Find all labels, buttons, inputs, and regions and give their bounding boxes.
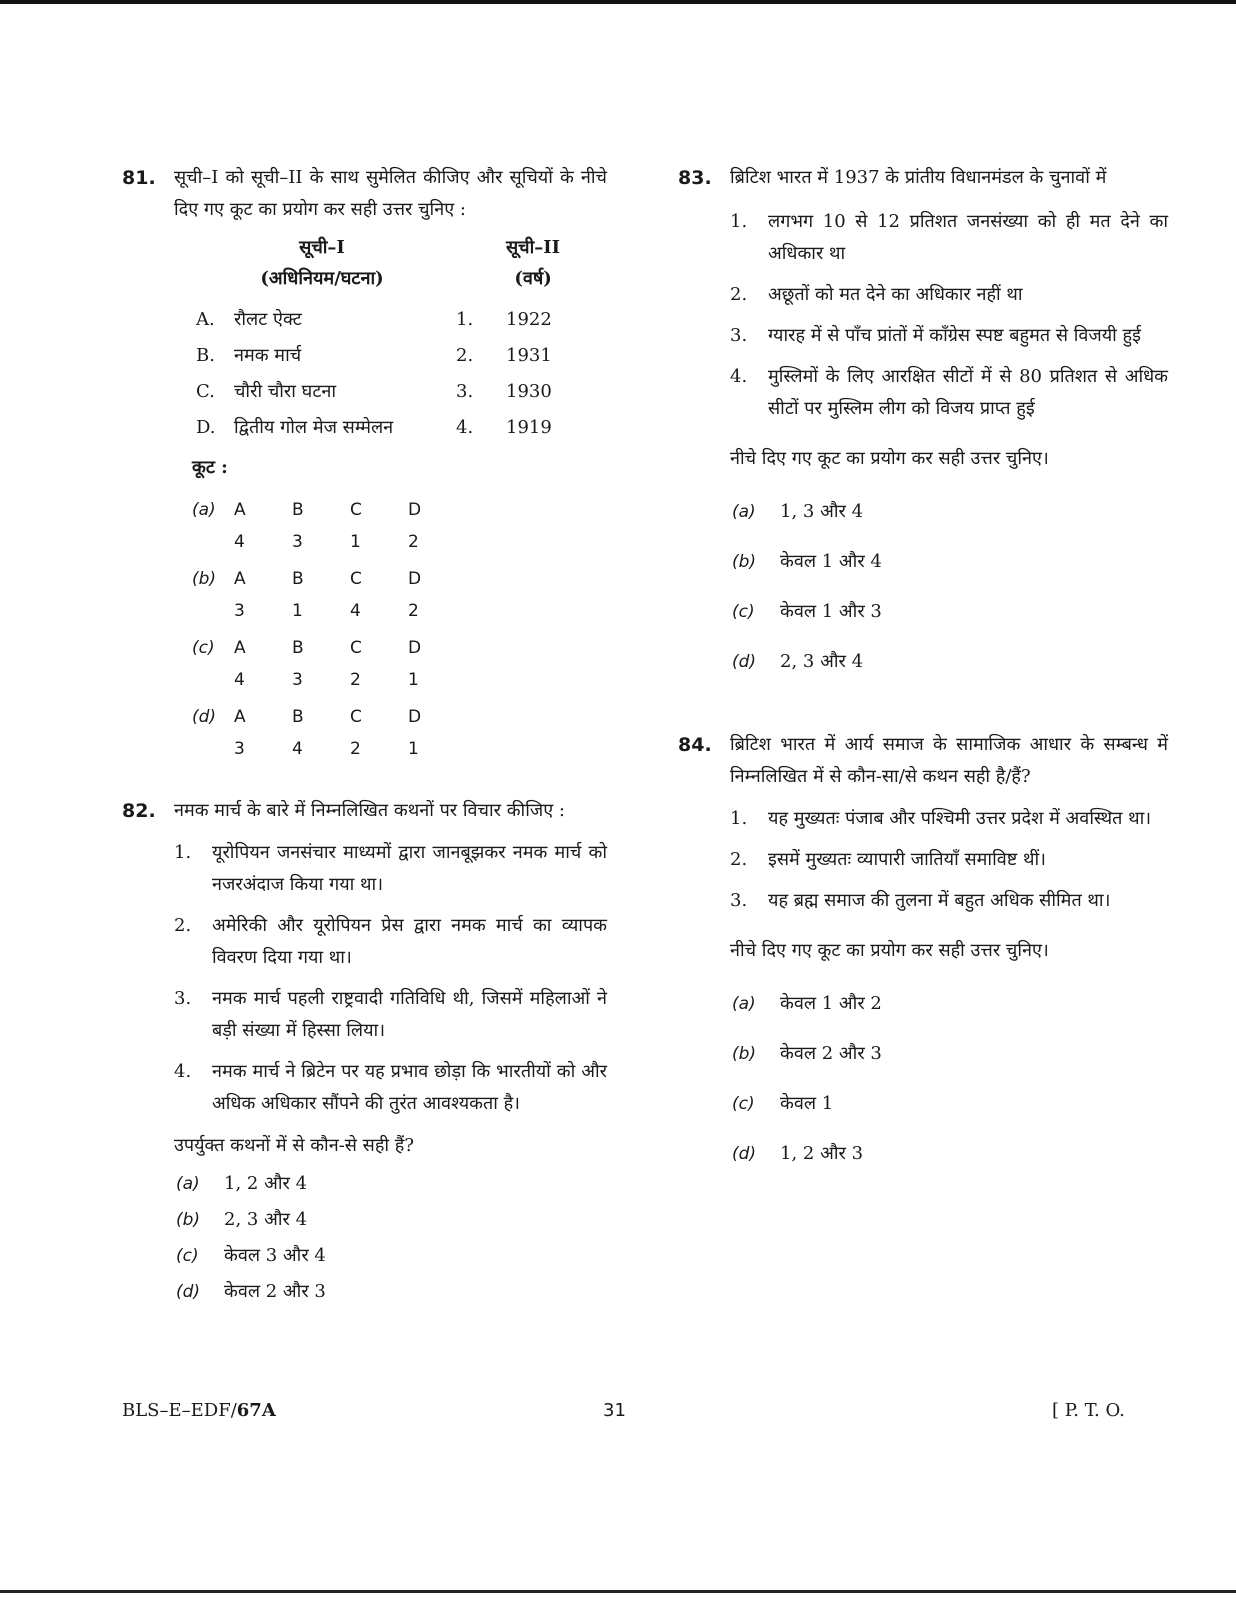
list1-heading: सूची–I (299, 237, 345, 258)
statement: 4. मुस्लिमों के लिए आरक्षित सीटों में से 80 प्रतिशत से अधिक सीटों पर मुस्लिम लीग को विजय प्राप्त हुई (730, 366, 1168, 419)
statement: 2. अमेरिकी और यूरोपियन प्रेस द्वारा नमक मार्च का व्यापक विवरण दिया गया था। (174, 915, 607, 968)
question-number: 84. (678, 734, 712, 756)
booklet-code: BLS–E–EDF/67A (122, 1400, 276, 1421)
match-row: B. नमक मार्च 2. 1931 (196, 345, 552, 366)
option-a[interactable]: (a) 1, 2 और 4 (176, 1173, 308, 1194)
option-a[interactable]: (a) 1, 3 और 4 (732, 501, 864, 522)
question-text: नमक मार्च के बारे में निम्नलिखित कथनों पर विचार कीजिए : (174, 800, 565, 821)
left-column (122, 162, 607, 1310)
question-83 (678, 162, 1168, 687)
list2-subheading: (वर्ष) (514, 268, 552, 289)
statement: 1. यह मुख्यतः पंजाब और पश्चिमी उत्तर प्रदेश में अवस्थित था। (730, 808, 1152, 829)
option-b[interactable]: (b) केवल 1 और 4 (732, 551, 882, 572)
statement: 3. ग्यारह में से पाँच प्रांतों में काँग्रेस स्पष्ट बहुमत से विजयी हुई (730, 325, 1141, 346)
match-row: D. द्वितीय गोल मेज सम्मेलन 4. 1919 (196, 417, 552, 438)
option-d[interactable]: (d) 1, 2 और 3 (732, 1143, 864, 1164)
match-table (192, 232, 564, 446)
code-option-c[interactable]: (c) A B C D (192, 638, 422, 658)
match-row: A. रौलट ऐक्ट 1. 1922 (196, 309, 552, 330)
question-number: 81. (122, 167, 156, 189)
page-number: 31 (603, 1400, 626, 1421)
question-number: 82. (122, 800, 156, 822)
question-number: 83. (678, 167, 712, 189)
list1-subheading: (अधिनियम/घटना) (260, 268, 384, 289)
top-border (0, 0, 1236, 4)
bottom-border (0, 1590, 1236, 1593)
option-c[interactable]: (c) केवल 1 और 3 (732, 601, 882, 622)
instruction: उपर्युक्त कथनों में से कौन-से सही हैं? (174, 1135, 414, 1156)
option-c[interactable]: (c) केवल 1 (732, 1093, 834, 1114)
option-d[interactable]: (d) 2, 3 और 4 (732, 651, 864, 672)
question-text: सूची–I को सूची–II के साथ सुमेलित कीजिए और सूचियों के नीचे दिए गए कूट का प्रयोग कर सही उत्तर चुनिए : (174, 167, 607, 220)
option-b[interactable]: (b) केवल 2 और 3 (732, 1043, 882, 1064)
code-option-d[interactable]: (d) A B C D (192, 707, 422, 727)
statement: 2. इसमें मुख्यतः व्यापारी जातियाँ समाविष्ट थीं। (730, 849, 1046, 870)
question-text: ब्रिटिश भारत में आर्य समाज के सामाजिक आधार के सम्बन्ध में निम्नलिखित में से कौन-सा/से कथन सही है/हैं? (730, 734, 1168, 787)
statement-list (730, 803, 1168, 917)
list2-heading: सूची–II (506, 237, 561, 258)
question-84 (678, 729, 1168, 1179)
question-81 (122, 162, 607, 765)
option-a[interactable]: (a) केवल 1 और 2 (732, 993, 882, 1014)
code-option-a[interactable]: (a) A B C D (192, 500, 422, 520)
statement-list (174, 837, 607, 1120)
code-option-b[interactable]: (b) A B C D (192, 569, 422, 589)
statement: 2. अछूतों को मत देने का अधिकार नहीं था (730, 284, 1023, 305)
instruction: नीचे दिए गए कूट का प्रयोग कर सही उत्तर चुनिए। (730, 940, 1049, 961)
statement: 3. यह ब्रह्म समाज की तुलना में बहुत अधिक सीमित था। (730, 890, 1111, 911)
instruction: नीचे दिए गए कूट का प्रयोग कर सही उत्तर चुनिए। (730, 448, 1049, 469)
match-row: C. चौरी चौरा घटना 3. 1930 (196, 381, 552, 402)
right-column (678, 162, 1168, 1179)
statement-list (730, 206, 1168, 425)
code-heading: कूट : (192, 457, 228, 478)
statement: 4. नमक मार्च ने ब्रिटेन पर यह प्रभाव छोड़ा कि भारतीयों को और अधिक अधिकार सौंपने की तुरंत आवश्यकता है। (174, 1061, 607, 1114)
statement: 1. यूरोपियन जनसंचार माध्यमों द्वारा जानबूझकर नमक मार्च को नजरअंदाज किया गया था। (174, 842, 607, 895)
question-text: ब्रिटिश भारत में 1937 के प्रांतीय विधानमंडल के चुनावों में (730, 167, 1107, 188)
option-c[interactable]: (c) केवल 3 और 4 (176, 1245, 326, 1266)
option-d[interactable]: (d) केवल 2 और 3 (176, 1281, 326, 1302)
statement: 1. लगभग 10 से 12 प्रतिशत जनसंख्या को ही मत देने का अधिकार था (730, 211, 1168, 264)
option-b[interactable]: (b) 2, 3 और 4 (176, 1209, 308, 1230)
statement: 3. नमक मार्च पहली राष्ट्रवादी गतिविधि थी, जिसमें महिलाओं ने बड़ी संख्या में हिस्सा लिया। (174, 988, 607, 1041)
question-82 (122, 795, 607, 1310)
code-table: (a) A B C D 4 3 1 2 (b) A B C D 3 1 4 2 (c) A B C D 4 3 2 1 (d) A B C D 3 4 2 1 (192, 494, 466, 765)
pto-label: [ P. T. O. (1052, 1400, 1125, 1421)
